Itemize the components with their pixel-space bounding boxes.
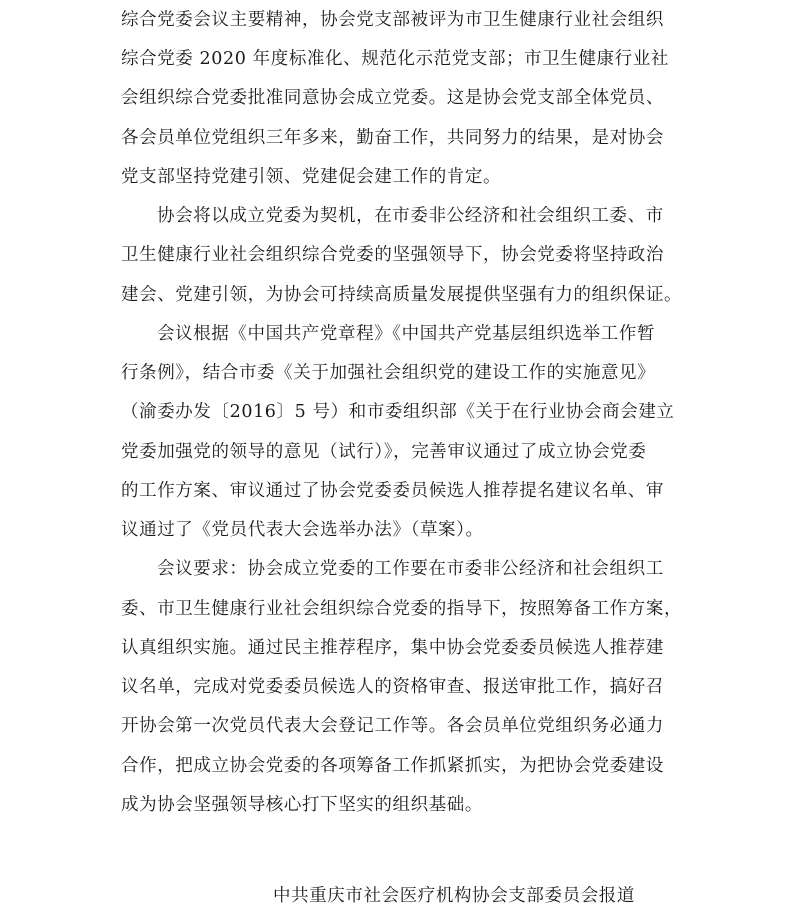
body-line: 委、市卫生健康行业社会组织综合党委的指导下，按照筹备工作方案， <box>121 599 683 619</box>
body-line: 行条例》，结合市委《关于加强社会组织党的建设工作的实施意见》 <box>121 363 656 383</box>
body-line: 卫生健康行业社会组织综合党委的坚强领导下，协会党委将坚持政治 <box>121 245 664 265</box>
body-line: 合作，把成立协会党委的各项筹备工作抓紧抓实，为把协会党委建设 <box>121 756 664 776</box>
body-line: 党委加强党的领导的意见（试行）》，完善审议通过了成立协会党委 <box>121 442 647 462</box>
paragraph-first-line: 会议根据《中国共产党章程》《中国共产党基层组织选举工作暂 <box>157 324 656 344</box>
body-line: 党支部坚持党建引领、党建促会建工作的肯定。 <box>121 167 502 187</box>
body-line: 的工作方案、审议通过了协会党委委员候选人推荐提名建议名单、审 <box>121 481 664 501</box>
body-line: （渝委办发〔2016〕5 号）和市委组织部《关于在行业协会商会建立 <box>121 402 675 422</box>
body-line: 会组织综合党委批准同意协会成立党委。这是协会党支部全体党员、 <box>121 88 664 108</box>
body-line: 开协会第一次党员代表大会登记工作等。各会员单位党组织务必通力 <box>121 716 664 736</box>
body-line: 成为协会坚强领导核心打下坚实的组织基础。 <box>121 795 483 815</box>
body-line: 议名单，完成对党委委员候选人的资格审查、报送审批工作，搞好召 <box>121 677 664 697</box>
body-line: 建会、党建引领，为协会可持续高质量发展提供坚强有力的组织保证。 <box>121 285 683 305</box>
body-line: 议通过了《党员代表大会选举办法》（草案）。 <box>121 520 484 540</box>
body-line: 认真组织实施。通过民主推荐程序，集中协会党委委员候选人推荐建 <box>121 638 664 658</box>
body-line: 各会员单位党组织三年多来，勤奋工作，共同努力的结果，是对协会 <box>121 128 664 148</box>
paragraph-first-line: 会议要求：协会成立党委的工作要在市委非公经济和社会组织工 <box>157 559 664 579</box>
body-line: 综合党委会议主要精神，协会党支部被评为市卫生健康行业社会组织 <box>121 10 664 30</box>
paragraph-first-line: 协会将以成立党委为契机，在市委非公经济和社会组织工委、市 <box>157 206 664 226</box>
body-line: 综合党委 2020 年度标准化、规范化示范党支部；市卫生健康行业社 <box>121 49 669 69</box>
signature: 中共重庆市社会医疗机构协会支部委员会报道 <box>273 886 635 906</box>
